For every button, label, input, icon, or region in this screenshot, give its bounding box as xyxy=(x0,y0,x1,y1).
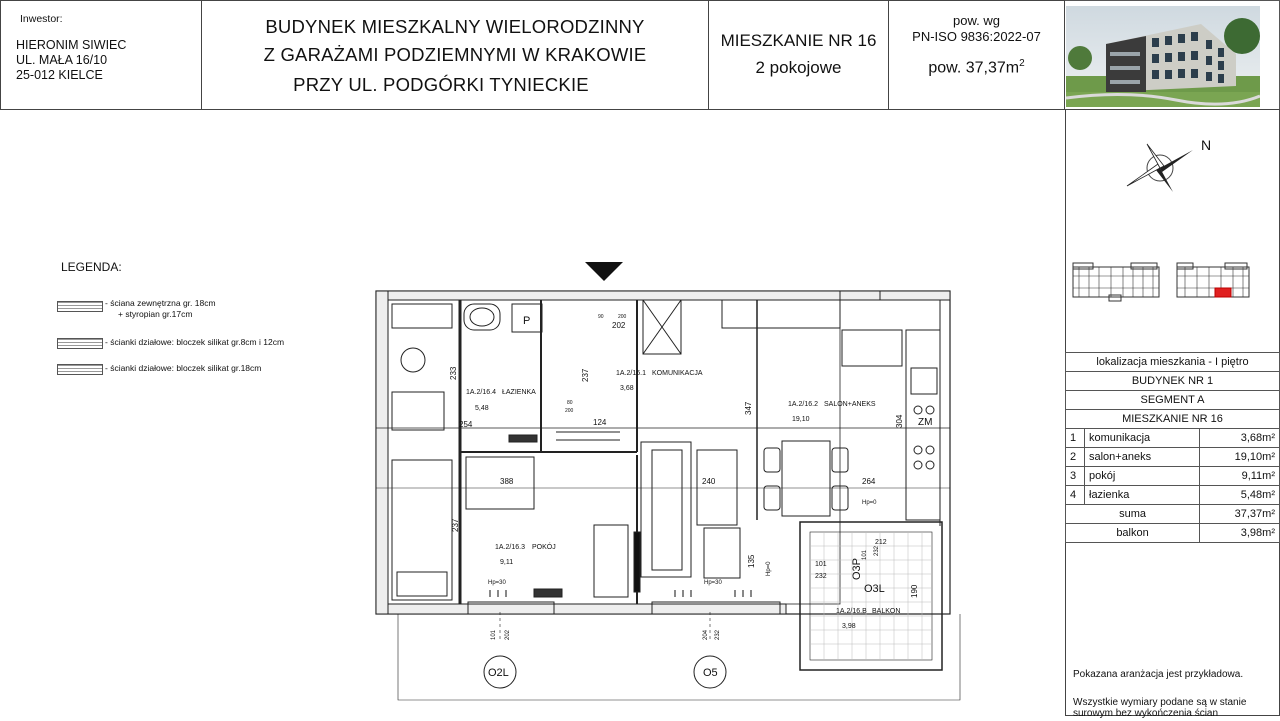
komunikacja-code: 1A.2/16.1 xyxy=(616,370,646,377)
dim-212: 212 xyxy=(875,539,887,546)
dim-240: 240 xyxy=(702,477,716,486)
room-area: 5,48m² xyxy=(1200,486,1280,505)
komunikacja-name: KOMUNIKACJA xyxy=(652,370,703,377)
pokoj-code: 1A.2/16.3 xyxy=(495,544,525,551)
window-o2l: O2L xyxy=(488,667,509,679)
dim-200a: 200 xyxy=(618,314,627,320)
dim-232: 232 xyxy=(815,573,827,580)
floor-plan-drawing xyxy=(360,258,970,716)
room-area: 3,68m² xyxy=(1200,429,1280,448)
salon-code: 1A.2/16.2 xyxy=(788,401,818,408)
room-no: 4 xyxy=(1066,486,1085,505)
table-row xyxy=(1066,467,1280,486)
project-title-line3: PRZY UL. PODGÓRKI TYNIECKIE xyxy=(293,74,589,95)
dim-388: 388 xyxy=(500,477,514,486)
lazienka-area: 5,48 xyxy=(475,405,489,412)
label-zm: ZM xyxy=(918,417,933,428)
dim-200: 200 xyxy=(565,408,574,414)
balkon-code: 1A.2/16.B xyxy=(836,608,867,615)
window-o3p: O3P xyxy=(851,557,863,580)
area-norm-line2: PN-ISO 9836:2022-07 xyxy=(912,29,1041,44)
pokoj-name: POKÓJ xyxy=(532,544,556,551)
dim-135: 135 xyxy=(747,554,756,568)
investor-street: UL. MAŁA 16/10 xyxy=(16,53,108,67)
note-arrangement: Pokazana aranżacja jest przykładowa. xyxy=(1073,669,1244,680)
hp-label-2: Hp=30 xyxy=(704,580,722,586)
balkon-name: BALKON xyxy=(872,608,901,615)
legend-item3: - ścianki działowe: bloczek silikat gr.18cm xyxy=(105,363,262,373)
dim-254: 254 xyxy=(459,420,473,429)
room-name: pokój xyxy=(1085,467,1200,486)
building-render-image xyxy=(1066,6,1260,107)
room-no: 2 xyxy=(1066,448,1085,467)
dim-204: 204 xyxy=(703,629,709,640)
info-apartment: MIESZKANIE NR 16 xyxy=(1066,410,1280,429)
dim-347: 347 xyxy=(744,401,753,415)
info-location: lokalizacja mieszkania - I piętro xyxy=(1066,353,1280,372)
legend-swatch-exterior xyxy=(57,301,103,312)
dim-101b: 101 xyxy=(862,549,868,560)
komunikacja-area: 3,68 xyxy=(620,385,634,392)
room-name: komunikacja xyxy=(1085,429,1200,448)
apartment-rooms: 2 pokojowe xyxy=(755,58,842,77)
room-area: 19,10m² xyxy=(1200,448,1280,467)
hp-label-3: Hp=0 xyxy=(766,561,772,576)
info-building: BUDYNEK NR 1 xyxy=(1066,372,1280,391)
dim-232b: 232 xyxy=(874,545,880,556)
location-thumbnail-2 xyxy=(1175,262,1251,302)
pokoj-area: 9,11 xyxy=(500,559,514,566)
apartment-name: MIESZKANIE NR 16 xyxy=(720,31,877,50)
table-row xyxy=(1066,486,1280,505)
investor-name: HIERONIM SIWIEC xyxy=(16,38,127,52)
area-total-sup: 2 xyxy=(1019,58,1025,69)
dim-80: 80 xyxy=(567,400,573,406)
compass-icon xyxy=(1125,138,1195,198)
investor-city: 25-012 KIELCE xyxy=(16,68,103,82)
dim-233: 233 xyxy=(449,366,458,380)
room-name: salon+aneks xyxy=(1085,448,1200,467)
hp-label-1: Hp=30 xyxy=(488,580,506,586)
room-area: 9,11m² xyxy=(1200,467,1280,486)
info-segment: SEGMENT A xyxy=(1066,391,1280,410)
legend-title: LEGENDA: xyxy=(61,260,122,274)
location-thumbnail-1 xyxy=(1071,262,1161,302)
legend-swatch-partition-thick xyxy=(57,364,103,375)
balcony-value: 3,98m² xyxy=(1200,524,1280,543)
note-dims-line2: surowym bez wykończenia ścian xyxy=(1073,708,1219,719)
dim-90a: 90 xyxy=(598,314,604,320)
lazienka-name: ŁAZIENKA xyxy=(502,389,536,396)
hp-label-4: Hp=0 xyxy=(862,500,877,506)
room-name: łazienka xyxy=(1085,486,1200,505)
balkon-area: 3,98 xyxy=(842,623,856,630)
legend-item2: - ścianki działowe: bloczek silikat gr.8cm i 12cm xyxy=(105,337,285,347)
dim-304: 304 xyxy=(895,414,904,428)
area-total xyxy=(888,58,1065,77)
salon-area: 19,10 xyxy=(792,416,810,423)
legend-item1b: + styropian gr.17cm xyxy=(118,309,193,319)
legend-item1a: - ściana zewnętrzna gr. 18cm xyxy=(105,298,216,308)
dim-101c: 101 xyxy=(491,629,497,640)
area-total-value: pow. 37,37m xyxy=(928,59,1020,77)
dim-124: 124 xyxy=(593,418,607,427)
area-norm-line1: pow. wg xyxy=(953,13,1000,28)
label-p: P xyxy=(523,315,531,327)
window-o3l: O3L xyxy=(864,583,885,595)
sum-value: 37,37m² xyxy=(1200,505,1280,524)
legend-swatch-partition-thin xyxy=(57,338,103,349)
table-row xyxy=(1066,429,1280,448)
project-title-line2: Z GARAŻAMI PODZIEMNYMI W KRAKOWIE xyxy=(263,44,647,65)
table-row xyxy=(1066,448,1280,467)
dim-202b: 202 xyxy=(505,629,511,640)
project-title-line1: BUDYNEK MIESZKALNY WIELORODZINNY xyxy=(265,16,645,37)
dim-237a: 237 xyxy=(581,368,590,382)
window-o5: O5 xyxy=(703,667,718,679)
room-no: 1 xyxy=(1066,429,1085,448)
sum-label: suma xyxy=(1066,505,1200,524)
north-label: N xyxy=(1201,137,1212,153)
investor-label: Inwestor: xyxy=(20,13,63,25)
floor-plan xyxy=(360,258,970,716)
dim-237b: 237 xyxy=(451,518,460,532)
dim-101: 101 xyxy=(815,561,827,568)
note-dims-line1: Wszystkie wymiary podane są w stanie xyxy=(1073,697,1247,708)
dim-202: 202 xyxy=(612,321,626,330)
balcony-label: balkon xyxy=(1066,524,1200,543)
room-no: 3 xyxy=(1066,467,1085,486)
apartment-info-table xyxy=(1065,352,1280,543)
dim-190: 190 xyxy=(910,584,919,598)
dim-232c: 232 xyxy=(715,629,721,640)
dim-264: 264 xyxy=(862,477,876,486)
salon-name: SALON+ANEKS xyxy=(824,401,876,408)
lazienka-code: 1A.2/16.4 xyxy=(466,389,496,396)
